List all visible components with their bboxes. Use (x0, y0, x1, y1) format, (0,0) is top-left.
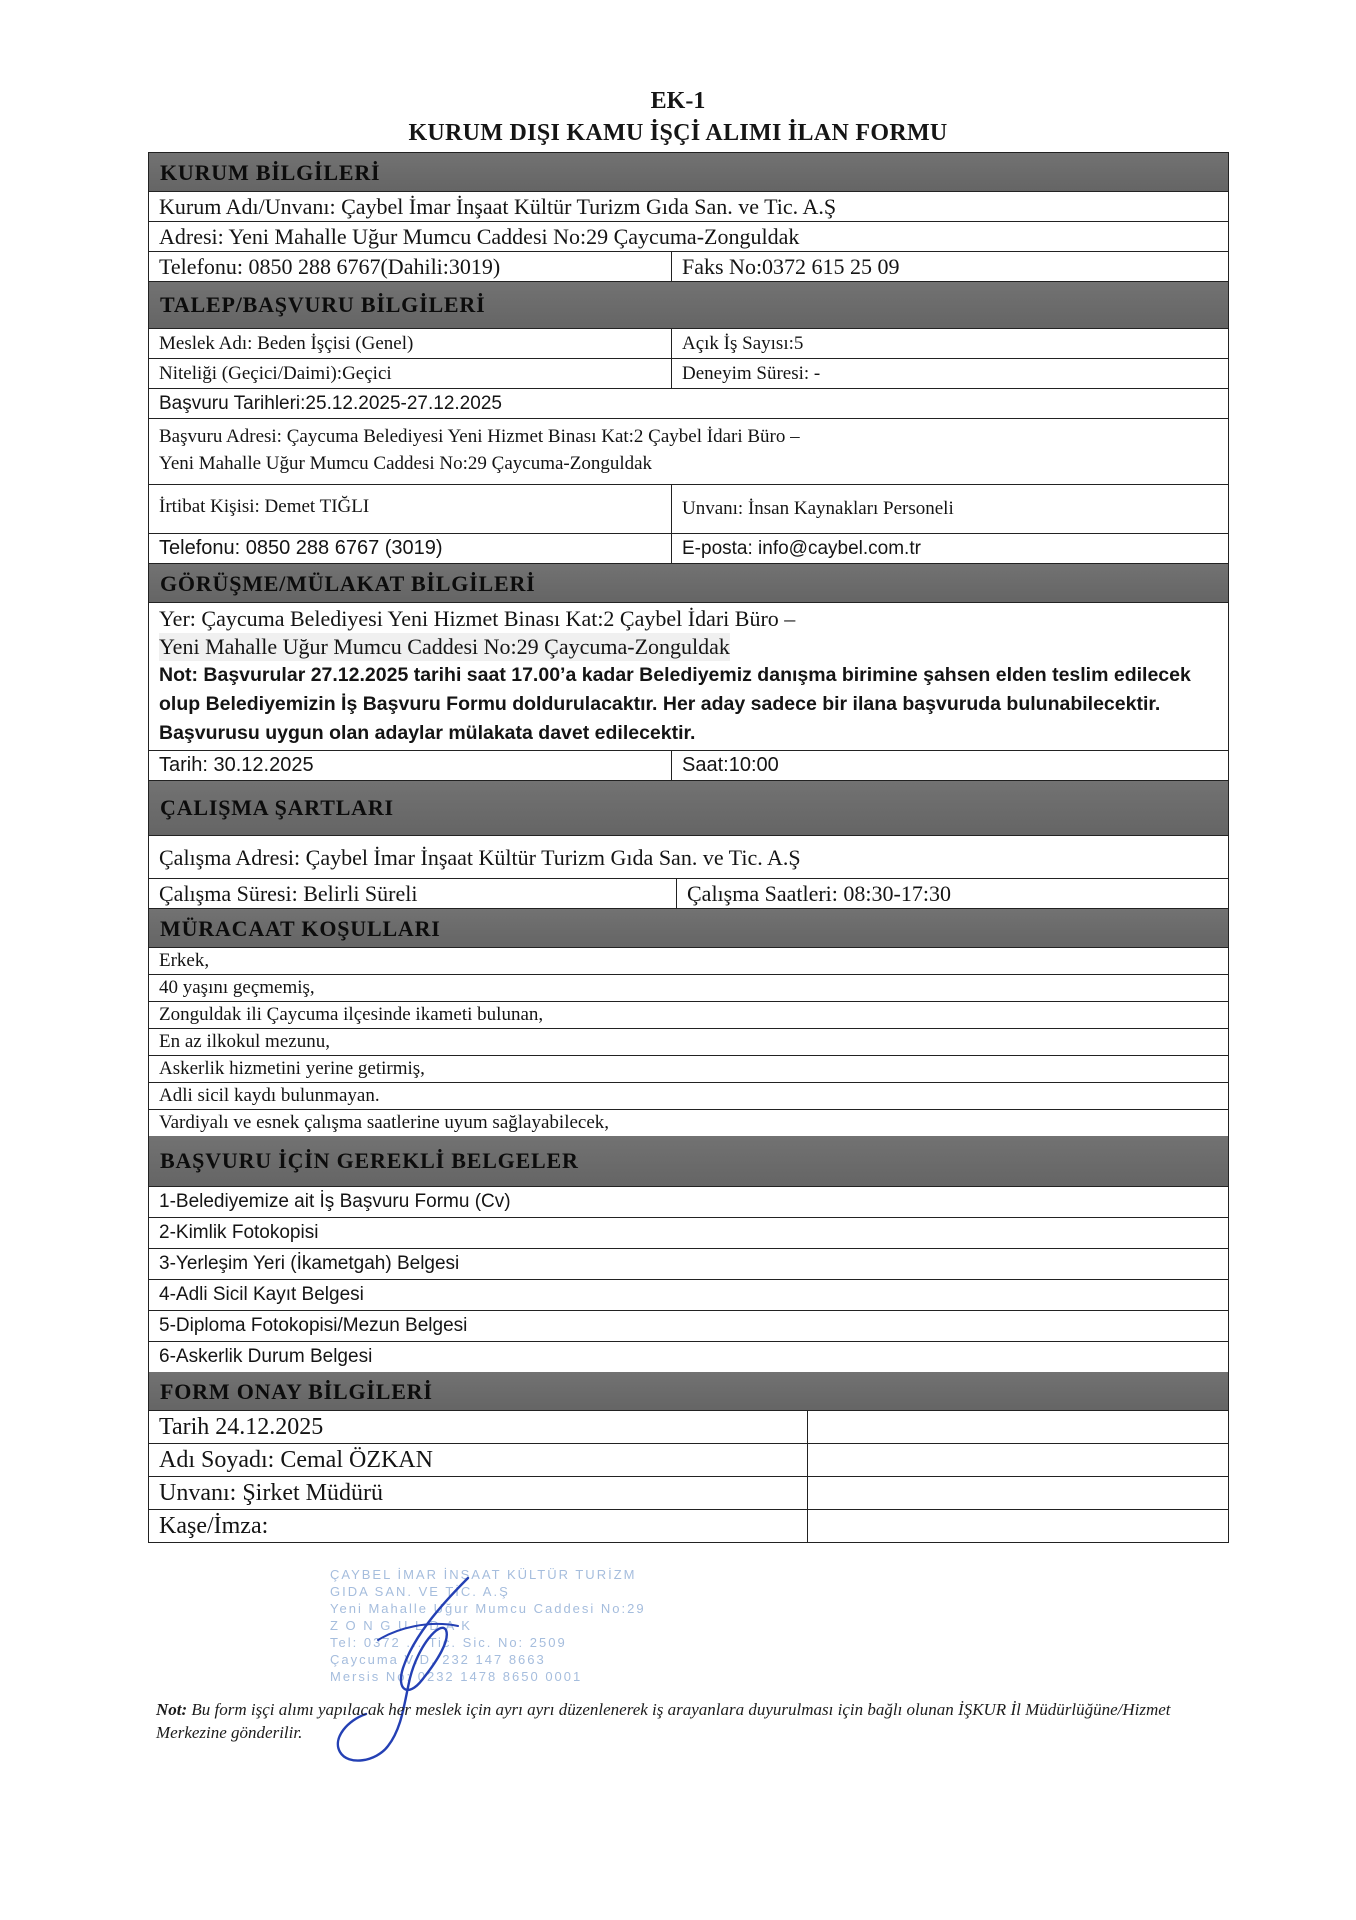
section-header-calisma: ÇALIŞMA ŞARTLARI (149, 781, 1228, 836)
muracaat-item: Adli sicil kaydı bulunmayan. (159, 1085, 380, 1106)
muracaat-item: En az ilkokul mezunu, (159, 1031, 330, 1052)
muracaat-item: Erkek, (159, 950, 210, 971)
belgeler-list (149, 1187, 1228, 1372)
belge-row (149, 1311, 1228, 1342)
section-header-kurum: KURUM BİLGİLERİ (149, 153, 1228, 192)
section-header-muracaat: MÜRACAAT KOŞULLARI (149, 909, 1228, 948)
muracaat-item: Askerlik hizmetini yerine getirmiş, (159, 1058, 425, 1079)
footnote-label: Not: (156, 1700, 188, 1719)
basvuru-adresi-line2: Yeni Mahalle Uğur Mumcu Caddesi No:29 Çaycuma-Zonguldak (159, 453, 653, 474)
muracaat-item: Vardiyalı ve esnek çalışma saatlerine uyum sağlayabilecek, (159, 1112, 610, 1133)
muracaat-item: Zonguldak ili Çaycuma ilçesinde ikameti bulunan, (159, 1004, 544, 1025)
muracaat-item: 40 yaşını geçmemiş, (159, 977, 315, 998)
section-header-belgeler: BAŞVURU İÇİN GEREKLİ BELGELER (149, 1136, 1228, 1187)
gorusme-yer-line1: Yer: Çaycuma Belediyesi Yeni Hizmet Binası Kat:2 Çaybel İdari Büro – (159, 606, 796, 631)
belge-row (149, 1218, 1228, 1249)
belge-item: 4-Adli Sicil Kayıt Belgesi (159, 1284, 364, 1305)
muracaat-row (149, 948, 1228, 975)
onay-tarih: Tarih 24.12.2025 (149, 1411, 808, 1443)
muracaat-row (149, 1110, 1228, 1136)
section-header-onay: FORM ONAY BİLGİLERİ (149, 1372, 1228, 1411)
section-header-talep: TALEP/BAŞVURU BİLGİLERİ (149, 282, 1228, 329)
muracaat-list (149, 948, 1228, 1136)
stamp-line: ÇAYBEL İMAR İNŞAAT KÜLTÜR TURİZM (330, 1567, 637, 1582)
kurum-faks: Faks No:0372 615 25 09 (682, 254, 900, 279)
muracaat-row (149, 1029, 1228, 1056)
niteligi: Niteliği (Geçici/Daimi):Geçici (149, 359, 672, 388)
gorusme-not: Not: Başvurular 27.12.2025 tarihi saat 17.00’a kadar Belediyemiz danışma birimine şahsen elden teslim edilecek olup Belediyemizin İş Başvuru Formu doldurulacaktır. Her aday sadece bir ilana başvuruda bulunabilecektir. Başvurusu uygun olan adaylar mülakata davet edilecektir. (159, 664, 1191, 744)
stamp-line: GIDA SAN. VE TİC. A.Ş (330, 1584, 510, 1599)
section-header-gorusme: GÖRÜŞME/MÜLAKAT BİLGİLERİ (149, 564, 1228, 603)
gorusme-detay (149, 603, 1228, 750)
irtibat-telefonu: Telefonu: 0850 288 6767 (3019) (149, 534, 672, 563)
belge-item: 3-Yerleşim Yeri (İkametgah) Belgesi (159, 1253, 460, 1274)
belge-row (149, 1280, 1228, 1311)
gorusme-yer-line2: Yeni Mahalle Uğur Mumcu Caddesi No:29 Çaycuma-Zonguldak (159, 634, 730, 659)
calisma-saatleri: Çalışma Saatleri: 08:30-17:30 (687, 881, 951, 906)
kurum-telefon: Telefonu: 0850 288 6767(Dahili:3019) (149, 252, 672, 281)
belge-item: 2-Kimlik Fotokopisi (159, 1222, 319, 1243)
kurum-adi: Kurum Adı/Unvanı: Çaybel İmar İnşaat Kültür Turizm Gıda San. ve Tic. A.Ş (159, 194, 837, 219)
gorusme-saat: Saat:10:00 (682, 754, 779, 776)
gorusme-tarih: Tarih: 30.12.2025 (149, 751, 672, 780)
basvuru-tarihleri: Başvuru Tarihleri:25.12.2025-27.12.2025 (159, 393, 502, 414)
basvuru-adresi-line1: Başvuru Adresi: Çaycuma Belediyesi Yeni Hizmet Binası Kat:2 Çaybel İdari Büro – (159, 426, 800, 447)
onay-kase-imza: Kaşe/İmza: (149, 1510, 808, 1542)
document-title: KURUM DIŞI KAMU İŞÇİ ALIMI İLAN FORMU (408, 120, 948, 146)
onay-adi-soyadi: Adı Soyadı: Cemal ÖZKAN (149, 1444, 808, 1476)
calisma-adresi: Çalışma Adresi: Çaybel İmar İnşaat Kültür Turizm Gıda San. ve Tic. A.Ş (159, 845, 801, 870)
kurum-adres: Adresi: Yeni Mahalle Uğur Mumcu Caddesi No:29 Çaycuma-Zonguldak (159, 224, 800, 249)
muracaat-row (149, 1083, 1228, 1110)
footnote-text: Bu form işçi alımı yapılacak her meslek için ayrı ayrı düzenlenerek iş arayanlara duyurulması için bağlı olunan İŞKUR İl Müdürlüğüne/Hizmet Merkezine gönderilir. (156, 1700, 1171, 1742)
irtibat-unvani: Unvanı: İnsan Kaynakları Personeli (682, 498, 954, 519)
stamp-line: Z O N G U L D A K (330, 1618, 472, 1633)
belge-item: 1-Belediyemize ait İş Başvuru Formu (Cv) (159, 1191, 511, 1212)
belge-row (149, 1249, 1228, 1280)
stamp-line: Yeni Mahalle Uğur Mumcu Caddesi No:29 (330, 1601, 646, 1616)
basvuru-adresi (149, 419, 1228, 484)
stamp-line: Tel: 0372 ... Tic. Sic. No: 2509 (330, 1635, 567, 1650)
announcement-form (148, 152, 1229, 1543)
stamp-line: Çaycuma V.D. 232 147 8663 (330, 1652, 546, 1667)
acik-is-sayisi: Açık İş Sayısı:5 (682, 333, 804, 354)
belge-row (149, 1187, 1228, 1218)
belge-item: 6-Askerlik Durum Belgesi (159, 1346, 373, 1367)
muracaat-row (149, 1002, 1228, 1029)
calisma-suresi: Çalışma Süresi: Belirli Süreli (149, 879, 677, 908)
muracaat-row (149, 975, 1228, 1002)
irtibat-kisisi: İrtibat Kişisi: Demet TIĞLI (149, 485, 672, 533)
deneyim-suresi: Deneyim Süresi: - (682, 363, 821, 384)
onay-unvani: Unvanı: Şirket Müdürü (149, 1477, 808, 1509)
stamp-line: Mersis No: 0232 1478 8650 0001 (330, 1669, 583, 1684)
belge-item: 5-Diploma Fotokopisi/Mezun Belgesi (159, 1315, 468, 1336)
footnote (156, 1698, 1206, 1744)
muracaat-row (149, 1056, 1228, 1083)
meslek-adi: Meslek Adı: Beden İşçisi (Genel) (149, 329, 672, 358)
belge-row (149, 1342, 1228, 1372)
document-code: EK-1 (650, 88, 706, 114)
irtibat-eposta: E-posta: info@caybel.com.tr (682, 538, 921, 559)
